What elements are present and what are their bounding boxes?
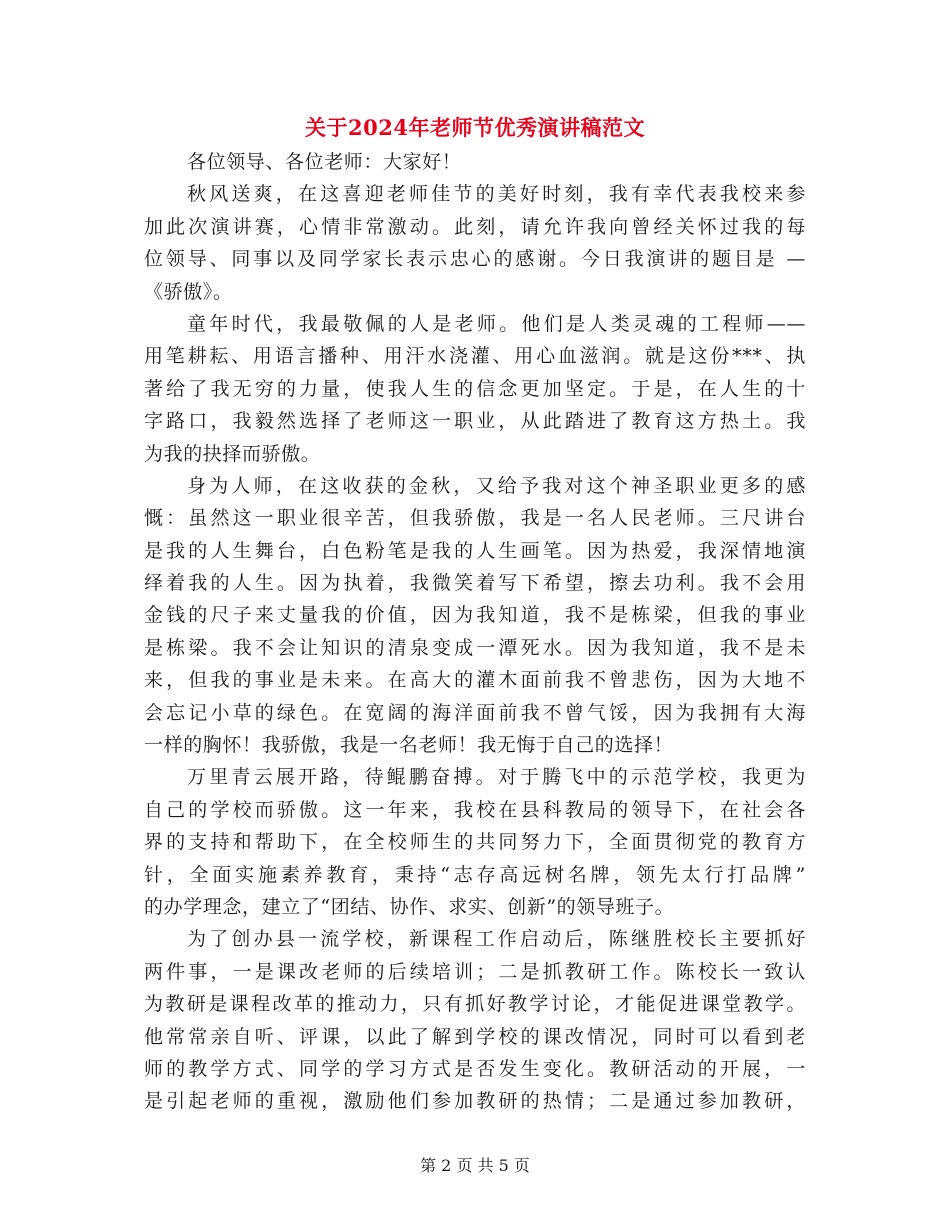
text-line: 会忘记小草的绿色。在宽阔的海洋面前我不曾气馁，因为我拥有大海 xyxy=(144,701,806,724)
text-line: 慨：虽然这一职业很辛苦，但我骄傲，我是一名人民老师。三尺讲台 xyxy=(144,507,806,530)
text-line: 师的教学方式、同学的学习方式是否发生变化。教研活动的开展，一 xyxy=(144,1057,806,1080)
text-line: 加此次演讲赛，心情非常激动。此刻，请允许我向曾经关怀过我的每 xyxy=(144,215,806,238)
text-line: 《骄傲》。 xyxy=(144,280,233,303)
page-footer: 第 2 页 共 5 页 xyxy=(420,1156,530,1175)
document-title: 关于2024年老师节优秀演讲稿范文 xyxy=(305,115,645,140)
text-line: 秋风送爽，在这喜迎老师佳节的美好时刻，我有幸代表我校来参 xyxy=(187,183,806,206)
text-line: 两件事，一是课改老师的后续培训；二是抓教研工作。陈校长一致认 xyxy=(144,960,806,983)
text-line: 是引起老师的重视，激励他们参加教研的热情；二是通过参加教研， xyxy=(144,1090,806,1113)
text-line: 绎着我的人生。因为执着，我微笑着写下希望，擦去功利。我不会用 xyxy=(144,572,806,595)
text-line: 一样的胸怀！我骄傲，我是一名老师！我无悔于自己的选择！ xyxy=(144,734,674,757)
text-line: 界的支持和帮助下，在全校师生的共同努力下，全面贯彻党的教育方 xyxy=(144,831,806,854)
text-line: 是我的人生舞台，白色粉笔是我的人生画笔。因为热爱，我深情地演 xyxy=(144,539,806,562)
text-line: 字路口，我毅然选择了老师这一职业，从此踏进了教育这方热土。我 xyxy=(144,410,806,433)
text-line: 为我的抉择而骄傲。 xyxy=(144,442,321,465)
text-line: 著给了我无穷的力量，使我人生的信念更加坚定。于是，在人生的十 xyxy=(144,377,806,400)
document-body xyxy=(144,146,806,1118)
text-line: 用笔耕耘、用语言播种、用汗水浇灌、用心血滋润。就是这份***、执 xyxy=(144,345,806,368)
text-line: 为教研是课程改革的推动力，只有抓好教学讨论，才能促进课堂教学。 xyxy=(144,993,806,1016)
text-line: 为了创办县一流学校，新课程工作启动后，陈继胜校长主要抓好 xyxy=(187,928,806,951)
text-line: 来，但我的事业是未来。在高大的灌木面前我不曾悲伤，因为大地不 xyxy=(144,669,806,692)
text-line: 位领导、同事以及同学家长表示忠心的感谢。今日我演讲的题目是 — xyxy=(144,248,806,271)
text-line: 身为人师，在这收获的金秋，又给予我对这个神圣职业更多的感 xyxy=(187,474,806,497)
text-line: 各位领导、各位老师：大家好！ xyxy=(187,151,462,173)
text-line: 童年时代，我最敬佩的人是老师。他们是人类灵魂的工程师—— xyxy=(187,312,806,335)
text-line: 金钱的尺子来丈量我的价值，因为我知道，我不是栋梁，但我的事业 xyxy=(144,604,806,627)
text-line: 是栋梁。我不会让知识的清泉变成一潭死水。因为我知道，我不是未 xyxy=(144,636,806,659)
text-line: 他常常亲自听、评课，以此了解到学校的课改情况，同时可以看到老 xyxy=(144,1025,806,1048)
text-line: 自己的学校而骄傲。这一年来，我校在县科教局的领导下，在社会各 xyxy=(144,798,806,821)
text-line: 针，全面实施素养教育，秉持“志存高远树名牌，领先太行打品牌” xyxy=(144,863,806,886)
text-line: 万里青云展开路，待鲲鹏奋搏。对于腾飞中的示范学校，我更为 xyxy=(187,766,806,789)
text-line: 的办学理念，建立了“团结、协作、求实、创新”的领导班子。 xyxy=(144,895,675,918)
